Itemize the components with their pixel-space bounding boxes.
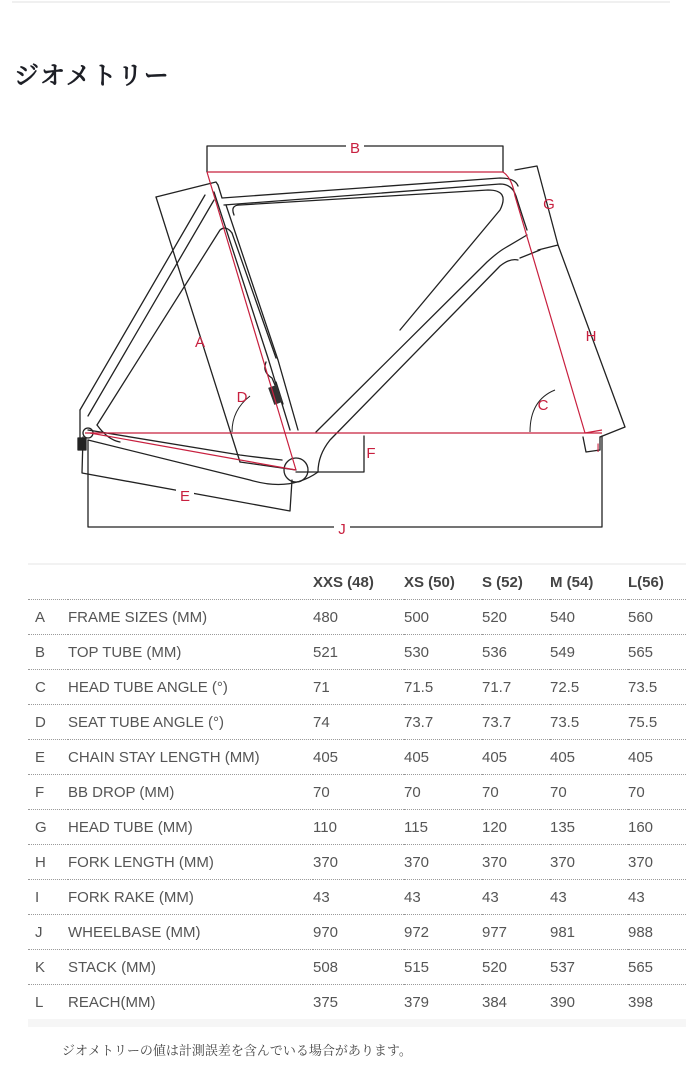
row-letter: A xyxy=(28,600,68,635)
table-row xyxy=(28,880,686,915)
cell-value: 370 xyxy=(628,845,686,880)
cell-value: 515 xyxy=(404,950,482,985)
row-label: HEAD TUBE (MM) xyxy=(68,810,313,845)
row-letter: G xyxy=(28,810,68,845)
cell-value: 405 xyxy=(482,740,550,775)
measurement-disclaimer: ジオメトリーの値は計測誤差を含んでいる場合があります。 xyxy=(62,1044,412,1059)
cell-value: 398 xyxy=(628,993,654,1011)
cell-value: 560 xyxy=(628,600,686,635)
cell-value: 43 xyxy=(313,880,404,915)
cell-value: 43 xyxy=(550,880,628,915)
row-letter: J xyxy=(28,915,68,950)
row-letter: B xyxy=(28,635,68,670)
row-label: FORK RAKE (MM) xyxy=(68,880,313,915)
cell-value: 120 xyxy=(482,810,550,845)
row-label: SEAT TUBE ANGLE (°) xyxy=(68,705,313,740)
label-H: H xyxy=(585,328,597,345)
cell-value: 73.5 xyxy=(550,705,628,740)
table-row xyxy=(28,915,686,950)
geometry-table xyxy=(28,565,686,1019)
cell-value: 43 xyxy=(628,880,686,915)
header-label xyxy=(68,565,313,600)
cell-value: 115 xyxy=(404,810,482,845)
cell-value: 384 xyxy=(482,993,508,1011)
label-D: D xyxy=(236,389,248,406)
cell-value: 370 xyxy=(482,845,550,880)
label-A: A xyxy=(194,334,206,351)
cell-value: 565 xyxy=(628,950,686,985)
cell-value: 370 xyxy=(404,845,482,880)
header-size-xs: XS (50) xyxy=(404,565,482,600)
cell-value: 405 xyxy=(404,740,482,775)
label-F: F xyxy=(366,445,376,462)
cell-value: 71.7 xyxy=(482,670,550,705)
cell-value: 73.7 xyxy=(482,705,550,740)
cell-value: 160 xyxy=(628,810,686,845)
table-row xyxy=(28,600,686,635)
row-letter: K xyxy=(28,950,68,985)
geometry-table-container xyxy=(28,563,686,1027)
cell-value: 390 xyxy=(550,993,576,1011)
row-label: FRAME SIZES (MM) xyxy=(68,600,313,635)
cell-value: 73.5 xyxy=(628,670,686,705)
cell-value: 74 xyxy=(313,705,404,740)
cell-value: 370 xyxy=(313,845,404,880)
page-title: ジオメトリー xyxy=(14,61,170,90)
header-size-xxs: XXS (48) xyxy=(313,565,404,600)
row-letter: E xyxy=(28,740,68,775)
cell-value: 540 xyxy=(550,600,628,635)
cell-value: 135 xyxy=(550,810,628,845)
row-label: WHEELBASE (MM) xyxy=(68,915,313,950)
label-C: C xyxy=(537,397,549,414)
cell-value: 71.5 xyxy=(404,670,482,705)
cell-value: 70 xyxy=(550,775,628,810)
table-bottom-divider xyxy=(28,1019,686,1027)
table-row xyxy=(28,810,686,845)
table-row xyxy=(28,950,686,985)
row-letter: L xyxy=(35,993,44,1011)
cell-value: 988 xyxy=(628,915,686,950)
cell-value: 73.7 xyxy=(404,705,482,740)
cell-value: 977 xyxy=(482,915,550,950)
cell-value: 500 xyxy=(404,600,482,635)
cell-value: 43 xyxy=(404,880,482,915)
row-label: FORK LENGTH (MM) xyxy=(68,845,313,880)
cell-value: 72.5 xyxy=(550,670,628,705)
row-label: TOP TUBE (MM) xyxy=(68,635,313,670)
table-row xyxy=(28,670,686,705)
row-label: STACK (MM) xyxy=(68,950,313,985)
cell-value: 43 xyxy=(482,880,550,915)
row-label: REACH(MM) xyxy=(68,993,156,1011)
label-B: B xyxy=(349,140,361,157)
cell-value: 70 xyxy=(482,775,550,810)
table-row xyxy=(28,985,686,1020)
cell-value: 537 xyxy=(550,950,628,985)
cell-value: 520 xyxy=(482,950,550,985)
header-size-l: L(56) xyxy=(628,565,686,600)
row-letter: D xyxy=(28,705,68,740)
header-size-m: M (54) xyxy=(550,565,628,600)
cell-value: 75.5 xyxy=(628,705,686,740)
cell-value: 549 xyxy=(550,635,628,670)
cell-value: 70 xyxy=(313,775,404,810)
row-label: BB DROP (MM) xyxy=(68,775,313,810)
header-size-s: S (52) xyxy=(482,565,550,600)
row-letter: F xyxy=(28,775,68,810)
cell-value: 970 xyxy=(313,915,404,950)
cell-value: 405 xyxy=(313,740,404,775)
row-letter: I xyxy=(28,880,68,915)
cell-value: 972 xyxy=(404,915,482,950)
cell-value: 70 xyxy=(628,775,686,810)
row-letter: C xyxy=(28,670,68,705)
cell-value: 110 xyxy=(313,810,404,845)
cell-value: 508 xyxy=(313,950,404,985)
table-row xyxy=(28,740,686,775)
cell-value: 405 xyxy=(550,740,628,775)
table-row xyxy=(28,845,686,880)
table-header-row xyxy=(28,565,686,600)
row-label: CHAIN STAY LENGTH (MM) xyxy=(68,740,313,775)
label-E: E xyxy=(179,488,191,505)
cell-value: 530 xyxy=(404,635,482,670)
table-row xyxy=(28,635,686,670)
cell-value: 405 xyxy=(628,740,686,775)
cell-value: 70 xyxy=(404,775,482,810)
top-divider xyxy=(12,1,670,3)
row-letter: H xyxy=(28,845,68,880)
cell-value: 536 xyxy=(482,635,550,670)
cell-value: 520 xyxy=(482,600,550,635)
table-row xyxy=(28,775,686,810)
cell-value: 71 xyxy=(313,670,404,705)
cell-value: 379 xyxy=(404,993,430,1011)
cell-value: 480 xyxy=(313,600,404,635)
cell-value: 375 xyxy=(313,993,339,1011)
header-letter xyxy=(28,565,68,600)
cell-value: 565 xyxy=(628,635,686,670)
row-label: HEAD TUBE ANGLE (°) xyxy=(68,670,313,705)
table-row xyxy=(28,705,686,740)
cell-value: 521 xyxy=(313,635,404,670)
frame-geometry-diagram xyxy=(0,120,700,550)
cell-value: 370 xyxy=(550,845,628,880)
label-J: J xyxy=(338,521,346,538)
cell-value: 981 xyxy=(550,915,628,950)
label-G: G xyxy=(543,196,555,213)
label-I: I xyxy=(596,441,600,455)
